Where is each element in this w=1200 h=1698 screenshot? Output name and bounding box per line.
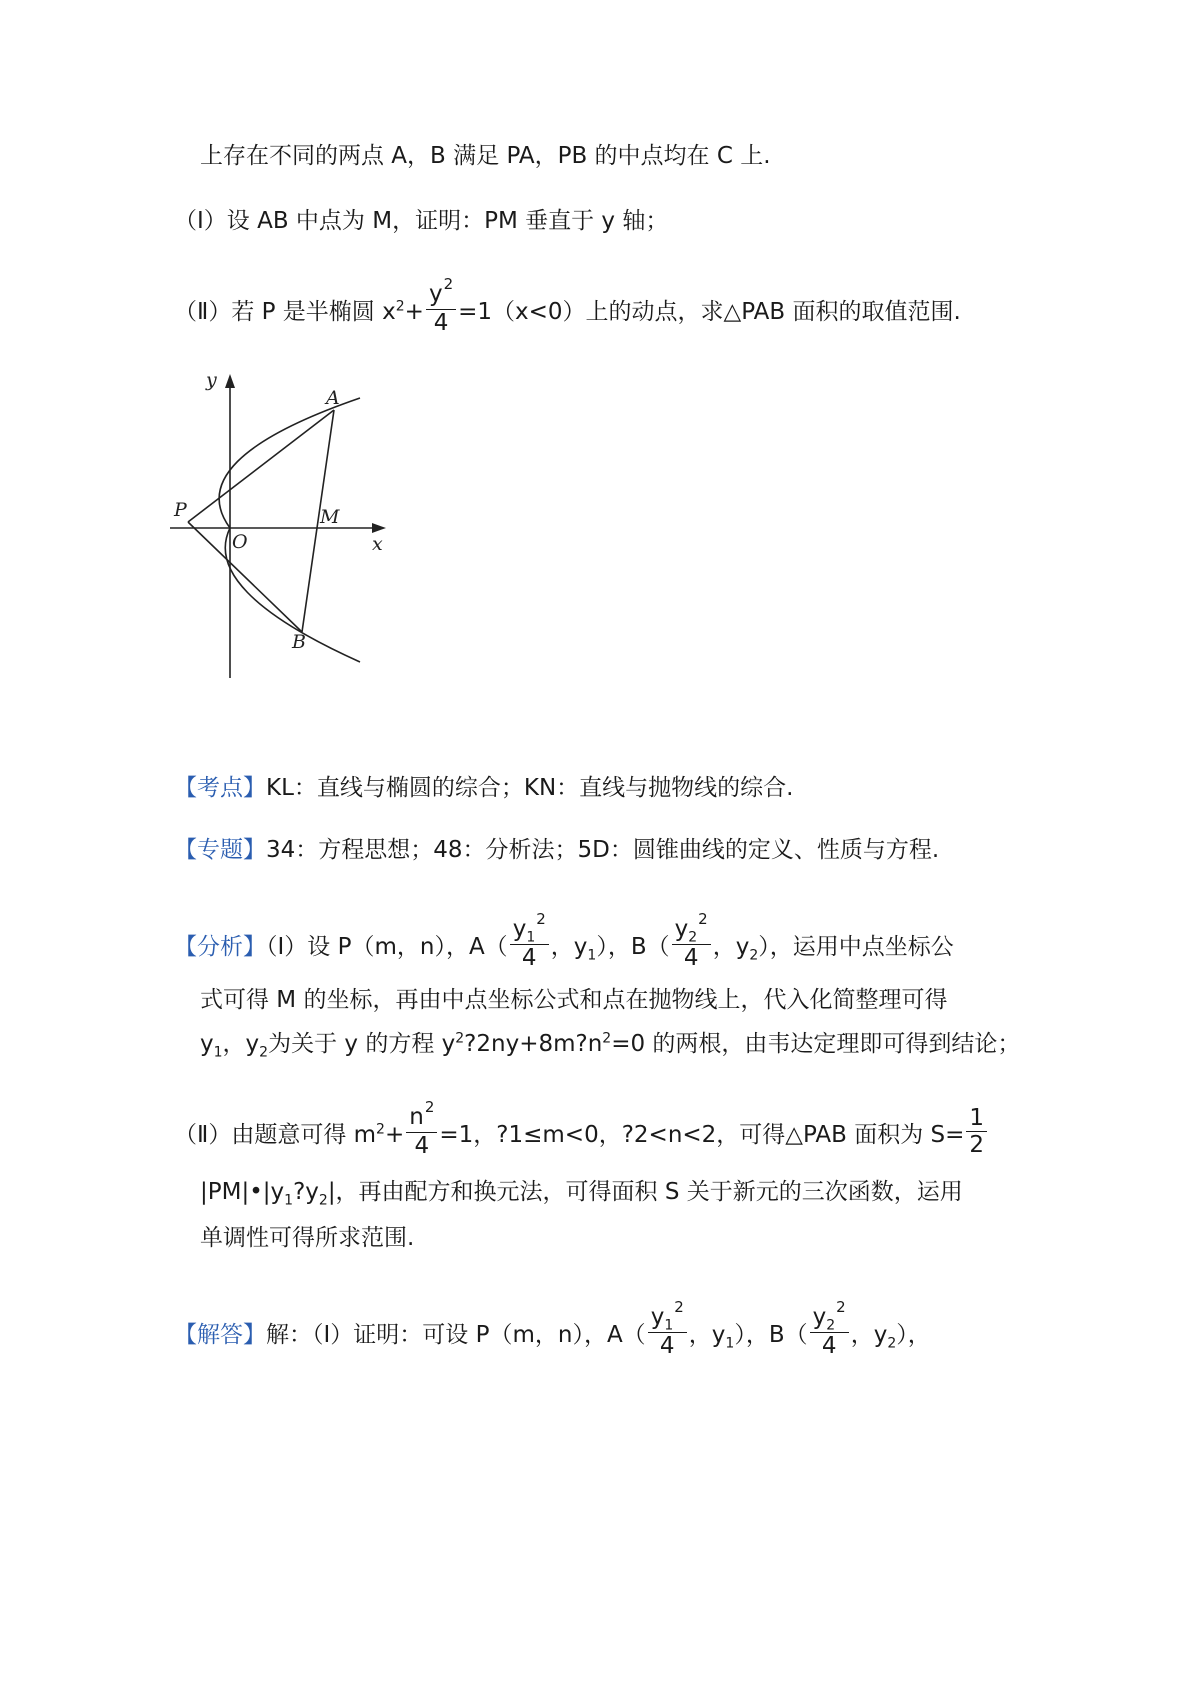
kaodian-tag: 【考点】 [174,775,266,801]
zhuanti-tag: 【专题】 [174,837,266,863]
zhuanti-line: 【专题】34：方程思想；48：分析法；5D：圆锥曲线的定义、性质与方程. [174,837,940,863]
x-axis-arrow [372,523,386,533]
fraction-y2-over-4: $\frac{y^2}{4}$ [426,281,456,336]
label-x: x [372,533,383,555]
fenxi-line-6: 单调性可得所求范围. [200,1225,415,1251]
jieda-tag: 【解答】 [174,1322,266,1348]
label-O: O [232,531,248,553]
fraction-jieda-y1sq-over-4: $\frac{y_1^2}{4}$ [648,1304,687,1359]
y-axis-arrow [225,374,235,388]
fenxi-line-4: （Ⅱ）由题意可得 $m^2+$ $\frac{n^2}{4}$ =1，?1≤m<0，?2<n<2，可得△PAB 面积为 S= $\frac{1}{2}$ [174,1108,989,1163]
fraction-jieda-y2sq-over-4: $\frac{y_2^2}{4}$ [810,1304,849,1359]
parabola-figure [160,360,400,680]
fenxi-line-1: 【分析】（Ⅰ）设 P（m，n），A（ $\frac{y_1^2}{4}$ ，$y_1$），B（ $\frac{y_2^2}{4}$ ，$y_2$），运用中点坐标公 [174,910,954,971]
jieda-line-1: 【解答】解：（Ⅰ）证明：可设 P（m，n），A（ $\frac{y_1^2}{4}$ ，$y_1$），B（ $\frac{y_2^2}{4}$ ，$y_2$）， [174,1298,931,1359]
label-A: A [326,387,340,409]
segment-PA [188,410,334,522]
fenxi-line-5: $|PM|•|y_1?y_2|$，再由配方和换元法，可得面积 S 关于新元的三次函数，运用 [200,1179,963,1209]
parabola-curve [219,398,360,662]
fenxi-line-3: $y_1$，$y_2$为关于 y 的方程 $y^2?2ny+8m?n^2=0$ 的两根，由韦达定理即可得到结论； [200,1030,1021,1061]
label-M: M [320,506,340,528]
fenxi-tag: 【分析】 [174,934,266,960]
problem-part-1: （Ⅰ）设 AB 中点为 M，证明：PM 垂直于 y 轴； [174,208,669,234]
label-P: P [174,499,187,521]
kaodian-line: 【考点】KL：直线与椭圆的综合；KN：直线与抛物线的综合. [174,775,794,801]
fenxi-line-2: 式可得 M 的坐标，再由中点坐标公式和点在抛物线上，代入化简整理可得 [200,987,948,1013]
problem-part-2: （Ⅱ）若 P 是半椭圆 $x^2+$ $\frac{y^2}{4}$ =1（x<0）上的动点，求△PAB 面积的取值范围. [174,275,961,336]
fraction-n2-over-4: $\frac{n^2}{4}$ [406,1104,437,1159]
label-B: B [292,631,306,653]
fraction-y2sq-over-4: $\frac{y_2^2}{4}$ [672,916,711,971]
fraction-y1sq-over-4: $\frac{y_1^2}{4}$ [510,916,549,971]
fraction-one-half: $\frac{1}{2}$ [966,1105,987,1158]
problem-line-1: 上存在不同的两点 A，B 满足 PA，PB 的中点均在 C 上. [200,143,771,169]
label-y: y [206,369,217,391]
